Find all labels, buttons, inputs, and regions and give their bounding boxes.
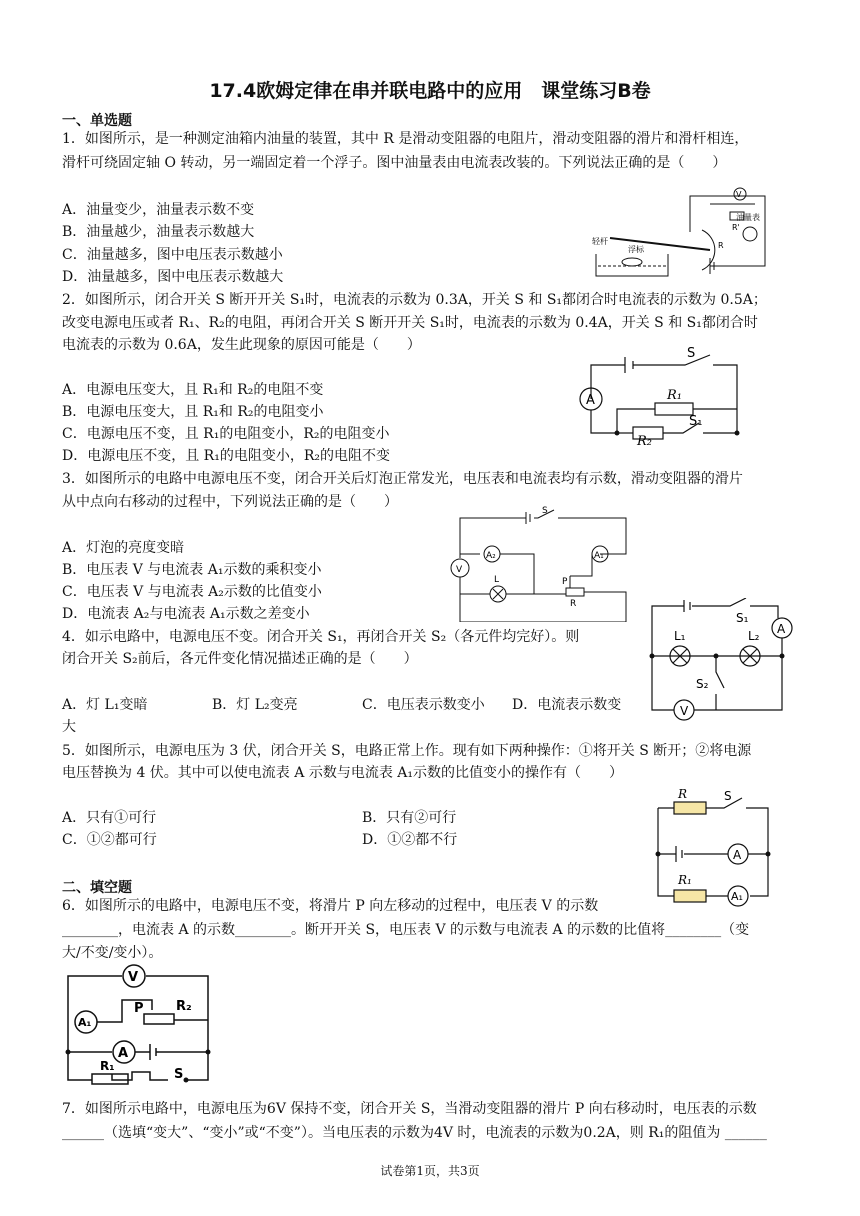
q4-stem-line2: 闭合开关 S₂前后，各元件变化情况描述正确的是（ ）: [62, 651, 418, 667]
q3-fig-r-label: R: [570, 599, 577, 609]
q1-stem-line1: 1．如图所示，是一种测定油箱内油量的装置，其中 R 是滑动变阻器的电阻片，滑动变阻器的滑片和滑杆相连，: [62, 131, 749, 147]
q3-stem-line1: 3．如图所示的电路中电源电压不变，闭合开关后灯泡正常发光，电压表和电流表均有示数，滑动变阻器的滑片: [62, 471, 743, 487]
q2-option-b[interactable]: B．电源电压变大，且 R₁和 R₂的电阻变小: [62, 404, 324, 420]
q5-stem-line1: 5．如图所示，电源电压为 3 伏，闭合开关 S，电路正常上作。现有如下两种操作：①将开关 S 断开；②将电源: [62, 743, 752, 759]
page-footer: 试卷第1页，共3页: [380, 1164, 480, 1178]
q3-fig-v-label: V: [456, 565, 463, 575]
q1-option-d[interactable]: D．油量越多，图中电压表示数越大: [62, 269, 284, 285]
q3-option-d[interactable]: D．电流表 A₂与电流表 A₁示数之差变小: [62, 606, 310, 622]
q4-option-d[interactable]: D．电流表示数变: [512, 697, 622, 713]
q1-fig-meter-label: 油量表: [736, 213, 760, 222]
q2-option-d[interactable]: D．电源电压不变，且 R₁的电阻变小，R₂的电阻不变: [62, 448, 390, 464]
q1-fig-lever-label: 轻杆: [592, 237, 608, 246]
q1-fig-r-label: R: [718, 241, 724, 250]
q3-option-c[interactable]: C．电压表 V 与电流表 A₂示数的比值变小: [62, 584, 322, 600]
q3-fig-s-label: S: [542, 506, 548, 516]
page-title: 17.4欧姆定律在串并联电路中的应用 课堂练习B卷: [209, 80, 651, 102]
q3-fig-p-label: P: [562, 577, 568, 587]
q3-stem-line2: 从中点向右移动的过程中，下列说法正确的是（ ）: [62, 494, 398, 510]
q2-circuit-diagram: [575, 345, 755, 465]
q2-fig-s1-label: S₁: [689, 414, 703, 429]
q5-fig-r-label: R: [678, 788, 688, 801]
q6-stem-line2[interactable]: ________，电流表 A 的示数________。断开开关 S，电压表 V 的示数与电流表 A 的示数的比值将________（变: [62, 922, 750, 938]
q3-option-a[interactable]: A．灯泡的亮度变暗: [62, 540, 185, 556]
q2-fig-r1-label: R₁: [667, 388, 682, 403]
q1-stem-line2: 滑杆可绕固定轴 O 转动，另一端固定着一个浮子。图中油量表由电流表改装的。下列说法正确的是（ ）: [62, 155, 727, 171]
q3-circuit-diagram: [446, 504, 632, 622]
q3-fig-a1-label: A₁: [594, 551, 604, 561]
q6-fig-s-label: S: [174, 1067, 184, 1082]
q5-fig-a-label: A: [733, 848, 742, 862]
section-heading-fill-blank: 二、填空题: [62, 880, 132, 896]
q1-fig-v-label: V: [736, 190, 742, 199]
q4-fig-v-label: V: [680, 704, 689, 718]
q5-fig-s-label: S: [724, 789, 732, 803]
q3-fig-a2-label: A₂: [486, 551, 496, 561]
q2-stem-line1: 2．如图所示，闭合开关 S 断开开关 S₁时，电流表的示数为 0.3A，开关 S 和 S₁都闭合时电流表的示数为 0.5A；: [62, 292, 767, 308]
q6-fig-a-label: A: [118, 1046, 129, 1061]
q6-stem-line3: 大/不变/变小）。: [62, 945, 163, 961]
q6-fig-v-label: V: [128, 970, 139, 985]
q2-fig-s-label: S: [687, 346, 696, 361]
q6-fig-r1-label: R₁: [100, 1059, 115, 1073]
q1-option-b[interactable]: B．油量越少，油量表示数越大: [62, 224, 255, 240]
q4-fig-a-label: A: [777, 622, 786, 636]
q6-fig-r2-label: R₂: [176, 999, 192, 1014]
q7-stem-line1: 7．如图所示电路中，电源电压为6V 保持不变，闭合开关 S，当滑动变阻器的滑片 P 向右移动时，电压表的示数: [62, 1101, 757, 1117]
q4-option-d-continued: 大: [62, 719, 76, 735]
q3-option-b[interactable]: B．电压表 V 与电流表 A₁示数的乘积变小: [62, 562, 322, 578]
q1-option-a[interactable]: A．油量变少，油量表示数不变: [62, 202, 255, 218]
q6-fig-p-label: P: [134, 1001, 144, 1016]
q5-stem-line2: 电压替换为 4 伏。其中可以使电流表 A 示数与电流表 A₁示数的比值变小的操作有（ ）: [62, 765, 623, 781]
q2-stem-line2: 改变电源电压或者 R₁、R₂的电阻，再闭合开关 S 断开开关 S₁时，电流表的示数为 0.4A，开关 S 和 S₁都闭合时: [62, 315, 758, 331]
q5-option-b[interactable]: B．只有②可行: [362, 810, 457, 826]
q4-fig-s2-label: S₂: [696, 677, 709, 691]
q1-option-c[interactable]: C．油量越多，图中电压表示数越小: [62, 247, 283, 263]
q1-fig-float-label: 浮标: [628, 245, 644, 254]
q2-stem-line3: 电流表的示数为 0.6A，发生此现象的原因可能是（ ）: [62, 337, 421, 353]
q6-fig-a1-label: A₁: [78, 1016, 92, 1029]
q4-option-b[interactable]: B．灯 L₂变亮: [212, 697, 298, 713]
q2-option-a[interactable]: A．电源电压变大，且 R₁和 R₂的电阻不变: [62, 382, 324, 398]
q2-option-c[interactable]: C．电源电压不变，且 R₁的电阻变小，R₂的电阻变小: [62, 426, 390, 442]
q5-option-c[interactable]: C．①②都可行: [62, 832, 157, 848]
q5-option-d[interactable]: D．①②都不行: [362, 832, 458, 848]
q4-fig-s1-label: S₁: [736, 611, 749, 625]
q6-circuit-diagram: [62, 962, 214, 1086]
q5-fig-a1-label: A₁: [731, 890, 743, 903]
q4-stem-line1: 4．如示电路中，电源电压不变。闭合开关 S₁，再闭合开关 S₂（各元件均完好）。则: [62, 629, 580, 645]
q1-oil-gauge-diagram: [590, 186, 776, 282]
q4-fig-l1-label: L₁: [674, 629, 686, 643]
q5-option-a[interactable]: A．只有①可行: [62, 810, 157, 826]
q4-fig-l2-label: L₂: [748, 629, 760, 643]
q5-circuit-diagram: [650, 788, 774, 908]
q6-stem-line1: 6．如图所示的电路中，电源电压不变，将滑片 P 向左移动的过程中，电压表 V 的示数: [62, 898, 599, 914]
section-heading-single-choice: 一、单选题: [62, 113, 132, 129]
q4-circuit-diagram: [640, 598, 800, 722]
q2-fig-a-label: A: [586, 393, 595, 408]
q2-fig-r2-label: R₂: [637, 434, 652, 449]
q4-option-c[interactable]: C．电压表示数变小: [362, 697, 485, 713]
q7-stem-line2[interactable]: ______（选填“变大”、“变小”或“不变”）。当电压表的示数为4V 时，电流表的示数为0.2A，则 R₁的阻值为 ______: [62, 1125, 767, 1141]
q1-fig-rprime-label: R': [732, 223, 740, 232]
q4-option-a[interactable]: A．灯 L₁变暗: [62, 697, 148, 713]
q3-fig-l-label: L: [494, 575, 500, 585]
q5-fig-r1-label: R₁: [678, 873, 692, 887]
